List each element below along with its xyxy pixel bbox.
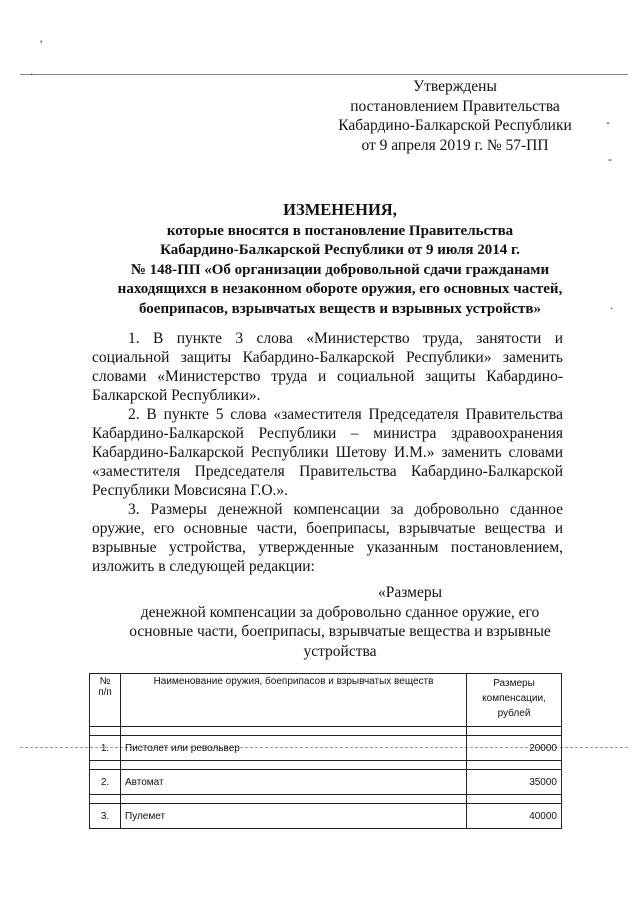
table-spacer-row — [90, 761, 562, 770]
table-heading-line: основные части, боеприпасы, взрывчатые вещества и взрывные — [129, 623, 551, 640]
approval-line: Кабардино-Балкарской Республики — [338, 117, 572, 134]
row-name: Пулемет — [121, 804, 467, 829]
title-main: ИЗМЕНЕНИЯ, — [283, 200, 397, 219]
header-name: Наименование оружия, боеприпасов и взрывчатых веществ — [121, 674, 467, 727]
row-num: 2. — [90, 770, 121, 795]
scan-line-top — [20, 74, 628, 75]
row-amount: 35000 — [467, 770, 562, 795]
table-spacer-row — [90, 795, 562, 804]
table-heading-line: денежной компенсации за добровольно сданное оружие, его — [140, 603, 540, 621]
paragraph-1: 1. В пункте 3 слова «Министерство труда, занятости и социальной защиты Кабардино-Балкарской Республики» заменить словами «Министерство труда и социальной защиты Кабардино-Балкарской Республики». — [92, 330, 563, 404]
table-row — [90, 770, 562, 795]
compensation-table — [89, 673, 562, 829]
title-line: № 148-ПП «Об организации добровольной сдачи гражданами — [130, 261, 550, 278]
body-text — [92, 329, 563, 576]
header-num — [90, 674, 121, 727]
header-amount-line: рублей — [497, 708, 531, 719]
title-line: которые вносятся в постановление Правительства — [166, 222, 514, 239]
scan-speck: . — [610, 298, 614, 312]
spacer-cell — [467, 727, 562, 736]
document-title — [60, 200, 620, 319]
header-amount-line: компенсации, — [482, 693, 546, 704]
approval-line: постановлением Правительства — [350, 97, 560, 115]
header-num-line: п/п — [98, 687, 112, 698]
title-line: находящихся в незаконном обороте оружия, его основных частей, — [117, 281, 563, 297]
header-amount — [467, 674, 562, 727]
table-row — [90, 804, 562, 829]
scan-speck: ' — [40, 38, 43, 52]
row-amount: 40000 — [467, 804, 562, 829]
spacer-cell — [90, 727, 121, 736]
header-amount-line: Размеры — [493, 678, 535, 689]
spacer-cell — [121, 795, 467, 804]
spacer-cell — [121, 761, 467, 770]
scan-speck: - — [608, 152, 612, 166]
table-header-row — [90, 674, 562, 727]
title-line: Кабардино-Балкарской Республики от 9 июля 2014 г. — [160, 242, 520, 258]
title-line: боеприпасов, взрывчатых веществ и взрывных устройств» — [138, 300, 541, 317]
row-name: Автомат — [121, 770, 467, 795]
approval-line: Утверждены — [413, 78, 497, 95]
table-heading-line: «Размеры — [377, 584, 442, 601]
spacer-cell — [467, 761, 562, 770]
table-heading — [100, 583, 580, 661]
header-num-line: № — [99, 676, 111, 687]
scan-speck: - — [606, 115, 610, 129]
row-num: 1. — [90, 736, 121, 761]
row-name: Пистолет или револьвер — [121, 736, 467, 761]
spacer-cell — [121, 727, 467, 736]
table-heading-line: устройства — [303, 642, 377, 660]
row-amount: 20000 — [467, 736, 562, 761]
scan-speck: . — [30, 64, 34, 78]
row-num: 3. — [90, 804, 121, 829]
spacer-cell — [467, 795, 562, 804]
spacer-cell — [90, 795, 121, 804]
paragraph-3: 3. Размеры денежной компенсации за добровольно сданное оружие, его основные части, боеприпасы, взрывчатые вещества и взрывные устройства, утвержденные указанным постановлением, изложить в следующей редакции: — [92, 501, 563, 575]
approval-block — [320, 77, 590, 155]
approval-line: от 9 апреля 2019 г. № 57-ПП — [361, 136, 549, 154]
paragraph-2: 2. В пункте 5 слова «заместителя Председателя Правительства Кабардино-Балкарской Республики – министра здравоохранения Кабардино-Балкарской Республики Шетову И.М.» заменить словами «заместителя Председателя Правительства Кабардино-Балкарской Республики Мовсисяна Г.О.». — [92, 406, 563, 499]
table-row — [90, 736, 562, 761]
spacer-cell — [90, 761, 121, 770]
table-spacer-row — [90, 727, 562, 736]
